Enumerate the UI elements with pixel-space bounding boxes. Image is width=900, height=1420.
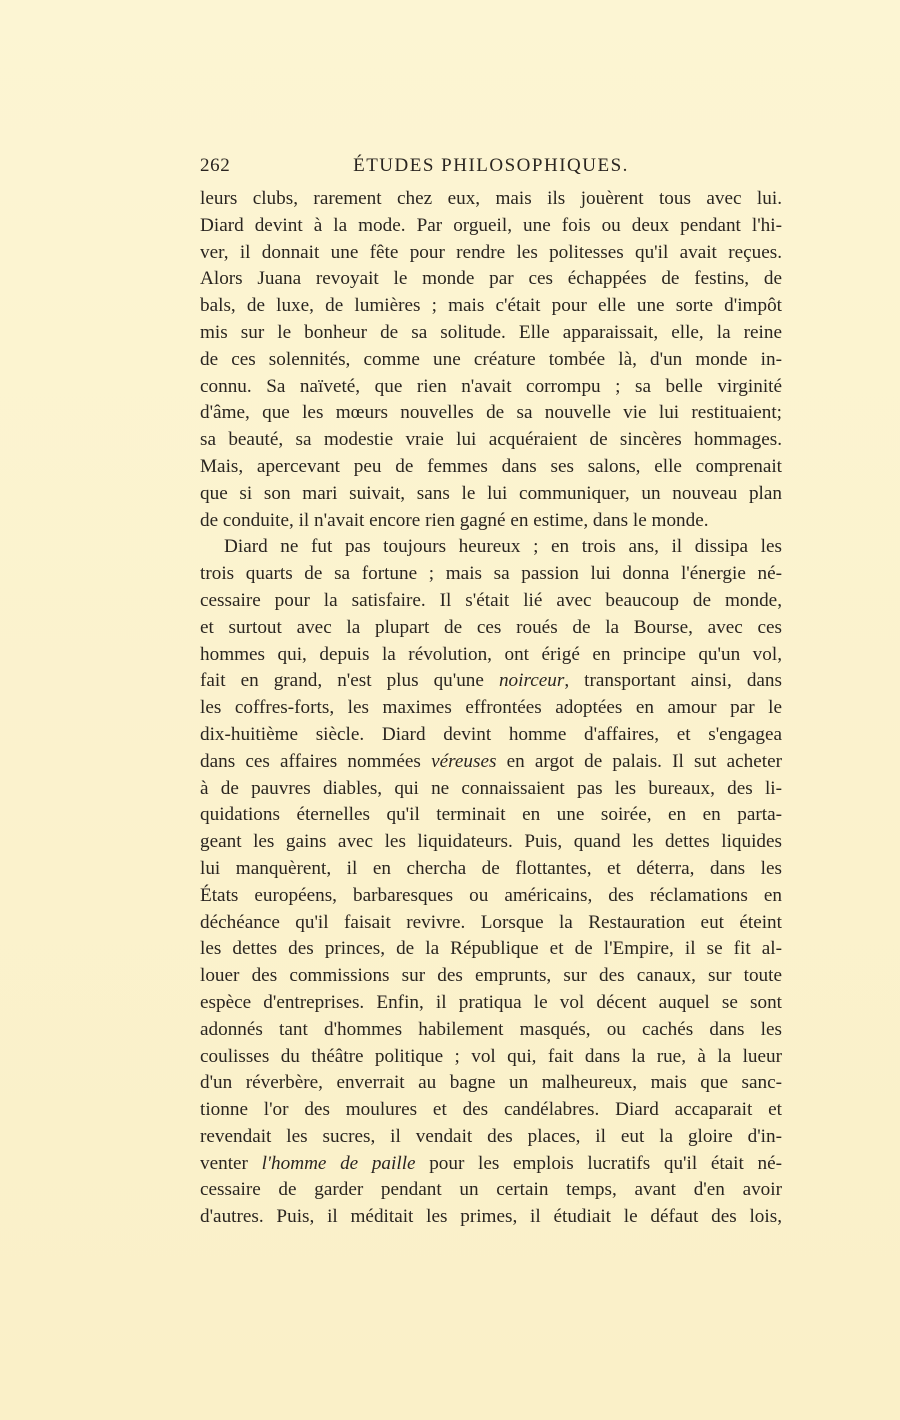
text-line: fait en grand, n'est plus qu'une noirceur, transportant ainsi, dans bbox=[200, 670, 782, 692]
text-line: de conduite, il n'avait encore rien gagné en estime, dans le monde. bbox=[200, 509, 709, 531]
text-line: mis sur le bonheur de sa solitude. Elle apparaissait, elle, la reine bbox=[200, 321, 782, 343]
italic-emphasis: véreuses bbox=[431, 750, 497, 772]
page-header bbox=[200, 155, 782, 185]
text-line: trois quarts de sa fortune ; mais sa passion lui donna l'énergie né- bbox=[200, 563, 782, 585]
text-line: quidations éternelles qu'il terminait en une soirée, en en parta- bbox=[200, 804, 782, 826]
text-line: venter l'homme de paille pour les emplois lucratifs qu'il était né- bbox=[200, 1152, 782, 1174]
text-line: cessaire pour la satisfaire. Il s'était lié avec beaucoup de monde, bbox=[200, 589, 782, 611]
running-title: ÉTUDES PHILOSOPHIQUES. bbox=[353, 155, 629, 176]
text-line: d'autres. Puis, il méditait les primes, il étudiait le défaut des lois, bbox=[200, 1206, 782, 1228]
text-line: cessaire de garder pendant un certain temps, avant d'en avoir bbox=[200, 1179, 782, 1201]
text-line: dix-huitième siècle. Diard devint homme d'affaires, et s'engagea bbox=[200, 723, 782, 745]
italic-emphasis: noirceur bbox=[498, 670, 565, 692]
text-line: dans ces affaires nommées véreuses en argot de palais. Il sut acheter bbox=[200, 750, 782, 772]
text-line: revendait les sucres, il vendait des places, il eut la gloire d'in- bbox=[200, 1125, 782, 1147]
italic-emphasis: l'homme de paille bbox=[261, 1152, 416, 1174]
text-line: bals, de luxe, de lumières ; mais c'était pour elle une sorte d'impôt bbox=[200, 295, 782, 317]
text-line: d'un réverbère, enverrait au bagne un malheureux, mais que sanc- bbox=[200, 1072, 782, 1094]
text-line: sa beauté, sa modestie vraie lui acquéraient de sincères hommages. bbox=[200, 429, 782, 451]
body-text bbox=[200, 186, 782, 1231]
text-line: les coffres-forts, les maximes effrontées adoptées en amour par le bbox=[200, 697, 782, 719]
text-line: Alors Juana revoyait le monde par ces échappées de festins, de bbox=[200, 268, 782, 290]
text-line: tionne l'or des moulures et des candélabres. Diard accaparait et bbox=[200, 1099, 782, 1121]
text-line: et surtout avec la plupart de ces roués de la Bourse, avec ces bbox=[200, 616, 782, 638]
text-line: de ces solennités, comme une créature tombée là, d'un monde in- bbox=[200, 348, 782, 370]
text-line: geant les gains avec les liquidateurs. Puis, quand les dettes liquides bbox=[200, 831, 782, 853]
text-line: ver, il donnait une fête pour rendre les politesses qu'il avait reçues. bbox=[200, 241, 782, 263]
text-line: espèce d'entreprises. Enfin, il pratiqua le vol décent auquel se sont bbox=[200, 991, 782, 1013]
paragraph-start-line: Diard ne fut pas toujours heureux ; en trois ans, il dissipa les bbox=[224, 536, 782, 558]
page-number: 262 bbox=[200, 155, 231, 176]
text-line: adonnés tant d'hommes habilement masqués, ou cachés dans les bbox=[200, 1018, 782, 1040]
text-line: connu. Sa naïveté, que rien n'avait corrompu ; sa belle virginité bbox=[200, 375, 782, 397]
text-line: leurs clubs, rarement chez eux, mais ils jouèrent tous avec lui. bbox=[200, 188, 782, 209]
text-line: déchéance qu'il faisait revivre. Lorsque la Restauration eut éteint bbox=[200, 911, 782, 933]
text-line: lui manquèrent, il en chercha de flottantes, et déterra, dans les bbox=[200, 857, 782, 879]
text-line: les dettes des princes, de la République et de l'Empire, il se fit al- bbox=[200, 938, 782, 960]
text-line: d'âme, que les mœurs nouvelles de sa nouvelle vie lui restituaient; bbox=[200, 402, 782, 424]
text-line: à de pauvres diables, qui ne connaissaient pas les bureaux, des li- bbox=[200, 777, 782, 799]
text-line: États européens, barbaresques ou américains, des réclamations en bbox=[200, 884, 782, 906]
text-line: que si son mari suivait, sans le lui communiquer, un nouveau plan bbox=[200, 482, 782, 504]
text-line: coulisses du théâtre politique ; vol qui, fait dans la rue, à la lueur bbox=[200, 1045, 782, 1067]
text-line: louer des commissions sur des emprunts, sur des canaux, sur toute bbox=[200, 965, 782, 987]
text-line: Diard devint à la mode. Par orgueil, une fois ou deux pendant l'hi- bbox=[200, 214, 782, 236]
text-line: hommes qui, depuis la révolution, ont érigé en principe qu'un vol, bbox=[200, 643, 782, 665]
text-line: Mais, apercevant peu de femmes dans ses salons, elle comprenait bbox=[200, 455, 782, 477]
